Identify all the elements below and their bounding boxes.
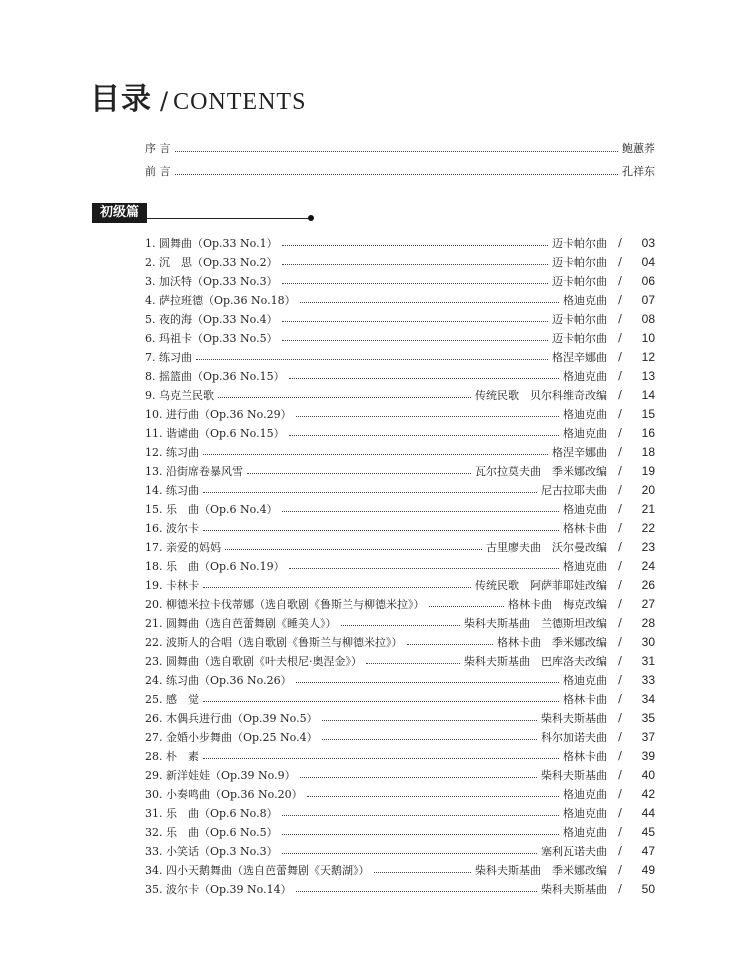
toc-entry-composer: 格林卡曲 xyxy=(563,749,607,763)
toc-entry-title: 4. 萨拉班德（Op.36 No.18） xyxy=(145,293,296,307)
toc-entry[interactable] xyxy=(145,765,655,784)
toc-entry-page: 23 xyxy=(641,539,655,554)
page-separator: / xyxy=(618,711,622,724)
section-bullet-dot xyxy=(308,215,314,221)
toc-entry-title: 10. 进行曲（Op.36 No.29） xyxy=(145,407,292,421)
dot-leader xyxy=(296,682,559,683)
toc-entry[interactable] xyxy=(145,252,655,271)
toc-entry[interactable] xyxy=(145,423,655,442)
dot-leader xyxy=(282,853,537,854)
toc-entry-title: 19. 卡林卡 xyxy=(145,578,199,592)
toc-entry-page: 34 xyxy=(641,691,655,706)
toc-entry-title: 3. 加沃特（Op.33 No.3） xyxy=(145,274,278,288)
toc-entry[interactable] xyxy=(145,746,655,765)
dot-leader xyxy=(374,872,472,873)
toc-entry-title: 28. 朴 素 xyxy=(145,749,199,763)
toc-entry[interactable] xyxy=(145,822,655,841)
toc-entry-page: 44 xyxy=(641,805,655,820)
toc-entry-page: 35 xyxy=(641,710,655,725)
toc-entry-title: 24. 练习曲（Op.36 No.26） xyxy=(145,673,292,687)
page-separator: / xyxy=(618,407,622,420)
dot-leader xyxy=(218,397,471,398)
toc-entry-title: 17. 亲爱的妈妈 xyxy=(145,540,221,554)
section-heading: 初级篇 xyxy=(92,203,147,223)
toc-entry[interactable] xyxy=(145,328,655,347)
page-separator: / xyxy=(618,806,622,819)
page-separator: / xyxy=(618,236,622,249)
dot-leader xyxy=(203,530,559,531)
page-separator: / xyxy=(618,825,622,838)
dot-leader xyxy=(282,815,559,816)
toc-entry-composer: 迈卡帕尔曲 xyxy=(552,236,607,250)
toc-entry-composer: 格迪克曲 xyxy=(563,426,607,440)
toc-entry-title: 14. 练习曲 xyxy=(145,483,199,497)
title-english: CONTENTS xyxy=(173,89,307,115)
page-separator: / xyxy=(618,844,622,857)
toc-entry[interactable] xyxy=(145,784,655,803)
toc-entry-page: 14 xyxy=(641,387,655,402)
foreword-entry[interactable] xyxy=(145,163,655,179)
toc-entry-title: 8. 摇篮曲（Op.36 No.15） xyxy=(145,369,285,383)
toc-entry-composer: 格迪克曲 xyxy=(563,806,607,820)
dot-leader xyxy=(247,473,471,474)
toc-entry-composer: 迈卡帕尔曲 xyxy=(552,255,607,269)
toc-entry-page: 08 xyxy=(641,311,655,326)
dot-leader xyxy=(282,340,548,341)
foreword-label: 前 言 xyxy=(145,165,171,178)
page-separator: / xyxy=(618,464,622,477)
toc-entry-composer: 传统民歌 阿萨菲耶娃改编 xyxy=(475,578,607,592)
toc-entry-composer: 格林卡曲 xyxy=(563,692,607,706)
page-separator: / xyxy=(618,749,622,762)
dot-leader xyxy=(289,568,559,569)
dot-leader xyxy=(300,777,537,778)
page-separator: / xyxy=(618,616,622,629)
preface-author: 鲍蕙荞 xyxy=(622,142,655,155)
toc-list xyxy=(145,233,655,898)
toc-entry[interactable] xyxy=(145,613,655,632)
toc-entry-title: 32. 乐 曲（Op.6 No.5） xyxy=(145,825,278,839)
toc-entry-composer: 格迪克曲 xyxy=(563,369,607,383)
dot-leader xyxy=(196,359,548,360)
page-separator: / xyxy=(618,350,622,363)
dot-leader xyxy=(322,739,537,740)
title-separator: / xyxy=(160,87,170,115)
toc-entry-composer: 柴科夫斯基曲 xyxy=(541,882,607,896)
page-title xyxy=(90,74,306,118)
toc-entry-page: 16 xyxy=(641,425,655,440)
toc-entry[interactable] xyxy=(145,461,655,480)
toc-entry-title: 26. 木偶兵进行曲（Op.39 No.5） xyxy=(145,711,318,725)
page-separator: / xyxy=(618,578,622,591)
dot-leader xyxy=(282,321,548,322)
toc-entry[interactable] xyxy=(145,499,655,518)
toc-entry-composer: 柴科夫斯基曲 巴库洛夫改编 xyxy=(464,654,607,668)
dot-leader xyxy=(175,151,619,152)
toc-entry[interactable] xyxy=(145,537,655,556)
dot-leader xyxy=(282,511,559,512)
toc-entry-title: 2. 沉 思（Op.33 No.2） xyxy=(145,255,278,269)
toc-entry[interactable] xyxy=(145,727,655,746)
page-separator: / xyxy=(618,730,622,743)
dot-leader xyxy=(175,174,619,175)
toc-entry[interactable] xyxy=(145,404,655,423)
toc-entry-title: 9. 乌克兰民歌 xyxy=(145,388,214,402)
dot-leader xyxy=(289,435,559,436)
page-separator: / xyxy=(618,654,622,667)
page-separator: / xyxy=(618,426,622,439)
dot-leader xyxy=(203,454,548,455)
toc-entry-title: 20. 柳德米拉卡伐蒂娜（选自歌剧《鲁斯兰与柳德米拉》） xyxy=(145,597,425,611)
toc-entry-page: 07 xyxy=(641,292,655,307)
toc-entry-page: 15 xyxy=(641,406,655,421)
toc-entry-title: 30. 小奏鸣曲（Op.36 No.20） xyxy=(145,787,303,801)
toc-entry-page: 40 xyxy=(641,767,655,782)
toc-entry-composer: 迈卡帕尔曲 xyxy=(552,274,607,288)
toc-entry-title: 29. 新洋娃娃（Op.39 No.9） xyxy=(145,768,296,782)
toc-entry[interactable] xyxy=(145,480,655,499)
toc-entry[interactable] xyxy=(145,708,655,727)
toc-entry-composer: 格迪克曲 xyxy=(563,293,607,307)
toc-entry[interactable] xyxy=(145,594,655,613)
toc-entry-composer: 格迪克曲 xyxy=(563,825,607,839)
toc-entry-title: 25. 感 觉 xyxy=(145,692,199,706)
toc-entry[interactable] xyxy=(145,442,655,461)
toc-entry-title: 6. 玛祖卡（Op.33 No.5） xyxy=(145,331,278,345)
toc-entry-title: 12. 练习曲 xyxy=(145,445,199,459)
preface-entry[interactable] xyxy=(145,140,655,156)
toc-entry-composer: 古里廖夫曲 沃尔曼改编 xyxy=(486,540,607,554)
toc-entry[interactable] xyxy=(145,651,655,670)
dot-leader xyxy=(300,302,559,303)
toc-entry[interactable] xyxy=(145,385,655,404)
toc-entry[interactable] xyxy=(145,632,655,651)
dot-leader xyxy=(203,701,559,702)
toc-entry-composer: 瓦尔拉莫夫曲 季米娜改编 xyxy=(475,464,607,478)
toc-entry-title: 5. 夜的海（Op.33 No.4） xyxy=(145,312,278,326)
toc-entry-composer: 传统民歌 贝尔科维奇改编 xyxy=(475,388,607,402)
dot-leader xyxy=(296,416,559,417)
toc-entry-title: 1. 圆舞曲（Op.33 No.1） xyxy=(145,236,278,250)
toc-entry-title: 7. 练习曲 xyxy=(145,350,192,364)
toc-entry-composer: 尼古拉耶夫曲 xyxy=(541,483,607,497)
toc-entry-page: 47 xyxy=(641,843,655,858)
toc-entry-title: 16. 波尔卡 xyxy=(145,521,199,535)
page-separator: / xyxy=(618,445,622,458)
page-separator: / xyxy=(618,369,622,382)
toc-entry[interactable] xyxy=(145,860,655,879)
page-separator: / xyxy=(618,635,622,648)
page-separator: / xyxy=(618,502,622,515)
toc-entry-composer: 柴科夫斯基曲 季米娜改编 xyxy=(475,863,607,877)
toc-entry-page: 21 xyxy=(641,501,655,516)
toc-entry-composer: 科尔加诺夫曲 xyxy=(541,730,607,744)
toc-entry-page: 30 xyxy=(641,634,655,649)
toc-entry-page: 12 xyxy=(641,349,655,364)
dot-leader xyxy=(282,245,548,246)
page-separator: / xyxy=(618,768,622,781)
toc-entry[interactable] xyxy=(145,271,655,290)
toc-entry-page: 20 xyxy=(641,482,655,497)
toc-entry-composer: 格迪克曲 xyxy=(563,502,607,516)
toc-entry[interactable] xyxy=(145,689,655,708)
toc-entry[interactable] xyxy=(145,366,655,385)
toc-entry-composer: 格迪克曲 xyxy=(563,787,607,801)
toc-entry-composer: 格林卡曲 xyxy=(563,521,607,535)
toc-entry[interactable] xyxy=(145,670,655,689)
toc-entry[interactable] xyxy=(145,233,655,252)
toc-entry[interactable] xyxy=(145,347,655,366)
toc-entry[interactable] xyxy=(145,879,655,898)
toc-entry-page: 06 xyxy=(641,273,655,288)
toc-entry-title: 23. 圆舞曲（选自歌剧《叶夫根尼·奥涅金》） xyxy=(145,654,362,668)
page-separator: / xyxy=(618,521,622,534)
toc-entry-page: 10 xyxy=(641,330,655,345)
dot-leader xyxy=(282,283,548,284)
toc-entry-title: 22. 波斯人的合唱（选自歌剧《鲁斯兰与柳德米拉》） xyxy=(145,635,403,649)
toc-entry-page: 22 xyxy=(641,520,655,535)
toc-entry[interactable] xyxy=(145,290,655,309)
toc-entry[interactable] xyxy=(145,556,655,575)
toc-entry[interactable] xyxy=(145,841,655,860)
page-separator: / xyxy=(618,692,622,705)
toc-entry-title: 18. 乐 曲（Op.6 No.19） xyxy=(145,559,285,573)
toc-entry-composer: 格涅辛娜曲 xyxy=(552,350,607,364)
toc-entry-composer: 塞利瓦诺夫曲 xyxy=(541,844,607,858)
toc-entry-page: 13 xyxy=(641,368,655,383)
page-separator: / xyxy=(618,787,622,800)
toc-entry-page: 42 xyxy=(641,786,655,801)
page-separator: / xyxy=(618,312,622,325)
dot-leader xyxy=(366,663,460,664)
page-separator: / xyxy=(618,293,622,306)
toc-entry-title: 21. 圆舞曲（选自芭蕾舞剧《睡美人》） xyxy=(145,616,337,630)
page-separator: / xyxy=(618,483,622,496)
preface-label: 序 言 xyxy=(145,142,171,155)
toc-entry-page: 27 xyxy=(641,596,655,611)
page-separator: / xyxy=(618,882,622,895)
toc-entry-composer: 格迪克曲 xyxy=(563,407,607,421)
dot-leader xyxy=(203,492,537,493)
page-separator: / xyxy=(618,255,622,268)
dot-leader xyxy=(282,834,559,835)
toc-entry-composer: 格林卡曲 梅克改编 xyxy=(508,597,607,611)
toc-entry-page: 03 xyxy=(641,235,655,250)
toc-entry-title: 35. 波尔卡（Op.39 No.14） xyxy=(145,882,292,896)
toc-entry-page: 26 xyxy=(641,577,655,592)
title-chinese: 目录 xyxy=(90,82,152,117)
page-separator: / xyxy=(618,673,622,686)
page-separator: / xyxy=(618,388,622,401)
page-separator: / xyxy=(618,540,622,553)
dot-leader xyxy=(282,264,548,265)
dot-leader xyxy=(289,378,559,379)
toc-entry-page: 50 xyxy=(641,881,655,896)
dot-leader xyxy=(341,625,461,626)
toc-entry-title: 34. 四小天鹅舞曲（选自芭蕾舞剧《天鹅湖》） xyxy=(145,863,370,877)
page-separator: / xyxy=(618,863,622,876)
dot-leader xyxy=(429,606,505,607)
foreword-author: 孔祥东 xyxy=(622,165,655,178)
page-separator: / xyxy=(618,597,622,610)
toc-entry-composer: 迈卡帕尔曲 xyxy=(552,331,607,345)
toc-entry-page: 19 xyxy=(641,463,655,478)
toc-entry-page: 45 xyxy=(641,824,655,839)
toc-entry-page: 31 xyxy=(641,653,655,668)
toc-entry-composer: 柴科夫斯基曲 xyxy=(541,768,607,782)
dot-leader xyxy=(296,891,537,892)
toc-entry-page: 49 xyxy=(641,862,655,877)
toc-entry-page: 28 xyxy=(641,615,655,630)
dot-leader xyxy=(203,758,559,759)
toc-entry-page: 39 xyxy=(641,748,655,763)
toc-entry-title: 13. 沿街席卷暴风雪 xyxy=(145,464,243,478)
dot-leader xyxy=(225,549,482,550)
page-separator: / xyxy=(618,559,622,572)
toc-entry-title: 33. 小笑话（Op.3 No.3） xyxy=(145,844,278,858)
dot-leader xyxy=(407,644,494,645)
toc-entry-title: 27. 金婚小步舞曲（Op.25 No.4） xyxy=(145,730,318,744)
toc-entry-composer: 格涅辛娜曲 xyxy=(552,445,607,459)
toc-entry[interactable] xyxy=(145,575,655,594)
toc-entry-page: 33 xyxy=(641,672,655,687)
page-separator: / xyxy=(618,331,622,344)
toc-entry-composer: 格迪克曲 xyxy=(563,559,607,573)
toc-entry-composer: 迈卡帕尔曲 xyxy=(552,312,607,326)
toc-entry-page: 18 xyxy=(641,444,655,459)
toc-entry[interactable] xyxy=(145,518,655,537)
toc-entry-page: 24 xyxy=(641,558,655,573)
toc-entry-composer: 格林卡曲 季米娜改编 xyxy=(497,635,607,649)
toc-entry-title: 11. 谐谑曲（Op.6 No.15） xyxy=(145,426,285,440)
toc-entry-title: 31. 乐 曲（Op.6 No.8） xyxy=(145,806,278,820)
toc-entry[interactable] xyxy=(145,803,655,822)
toc-entry[interactable] xyxy=(145,309,655,328)
toc-entry-page: 37 xyxy=(641,729,655,744)
dot-leader xyxy=(203,587,471,588)
toc-entry-title: 15. 乐 曲（Op.6 No.4） xyxy=(145,502,278,516)
toc-entry-composer: 格迪克曲 xyxy=(563,673,607,687)
toc-entry-page: 04 xyxy=(641,254,655,269)
dot-leader xyxy=(307,796,559,797)
toc-entry-composer: 柴科夫斯基曲 xyxy=(541,711,607,725)
toc-entry-composer: 柴科夫斯基曲 兰德斯坦改编 xyxy=(464,616,607,630)
page-separator: / xyxy=(618,274,622,287)
dot-leader xyxy=(322,720,537,721)
